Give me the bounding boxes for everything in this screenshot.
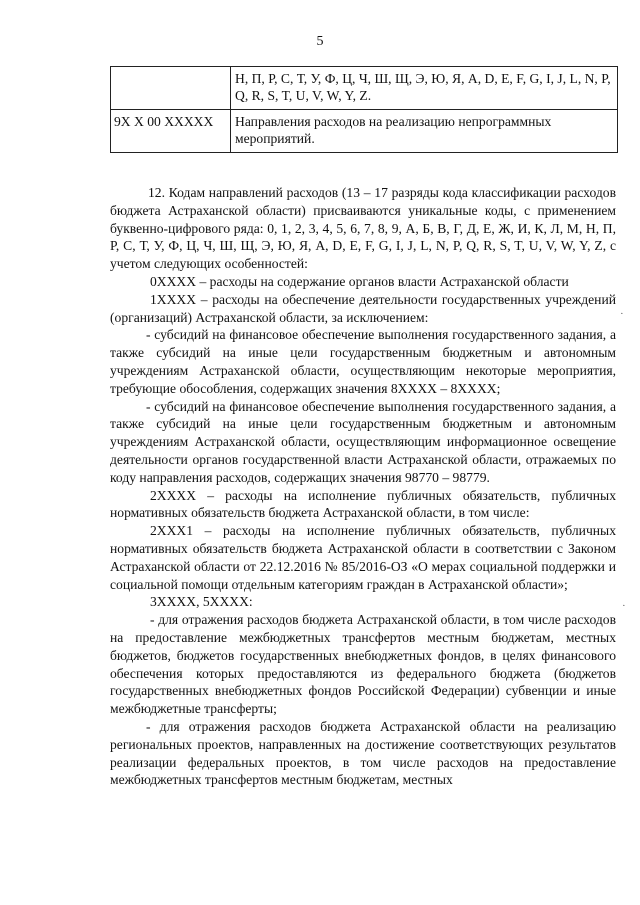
table-row <box>111 110 618 153</box>
paragraph-subitem-2: - для отражения расходов бюджета Астраханской области на реализацию региональных проектов, направленных на достижение соответствующих результатов реализации федеральных проектов, в том числе расходов на предоставление межбюджетных трансфертов местным бюджетам, местных <box>110 718 616 788</box>
table-cell-code: 9Х Х 00 ХХХХХ <box>111 110 231 153</box>
paragraph-exception-1: - субсидий на финансовое обеспечение выполнения государственного задания, а также субсидий на иные цели государственным бюджетным и автономным учреждениям Астраханской области, осуществляющим некоторые мероприятия, требующие обособления, содержащих значения 8ХХХХ – 8ХХХХ; <box>110 327 616 396</box>
code-table <box>110 66 618 153</box>
table-cell-text: Направления расходов на реализацию непрограммных мероприятий. <box>231 110 618 153</box>
paragraph-subitem-1: - для отражения расходов бюджета Астраханской области, в том числе расходов на предоставление межбюджетных трансфертов местным бюджетам, местных бюджетов, бюджетов государственных внебюджетных фондов, в целях финансового обеспечения которых предоставляются из федерального бюджета (бюджетов государственных внебюджетных фондов Российской Федерации) субвенции и иные межбюджетные трансферты; <box>110 612 616 717</box>
paragraph-code-1xxxx: 1ХХХХ – расходы на обеспечение деятельности государственных учреждений (организаций) Астраханской области, за исключением: <box>110 291 616 325</box>
table-cell-text: Н, П, Р, С, Т, У, Ф, Ц, Ч, Ш, Щ, Э, Ю, Я, A, D, E, F, G, I, J, L, N, P, Q, R, S, T, U, V, W, Y, Z. <box>231 67 618 110</box>
paragraph-code-2xxxx: 2ХХХХ – расходы на исполнение публичных обязательств, публичных нормативных обязательств бюджета Астраханской области, в том числе: <box>110 487 616 521</box>
paragraph-code-3xxxx-5xxxx: 3ХХХХ, 5ХХХХ: <box>150 594 253 610</box>
paragraph-item-12: 12. Кодам направлений расходов (13 – 17 разряды кода классификации расходов бюджета Астраханской области) присваиваются уникальные коды, с применением буквенно-цифрового ряда: 0, 1, 2, 3, 4, 5, 6, 7, 8, 9, А, Б, В, Г, Д, Е, Ж, И, К, Л, М, Н, П, Р, С, Т, У, Ф, Ц, Ч, Ш, Щ, Э, Ю, Я, A, D, E, F, G, I, J, L, N, P, Q, R, S, T, U, V, W, Y, Z, с учетом следующих особенностей: <box>110 185 616 272</box>
scan-speck: · <box>620 308 624 320</box>
body-text <box>110 184 616 789</box>
table-row <box>111 67 618 110</box>
paragraph-code-0xxxx: 0ХХХХ – расходы на содержание органов власти Астраханской области <box>150 273 569 289</box>
paragraph-exception-2: - субсидий на финансовое обеспечение выполнения государственного задания, а также субсидий на иные цели государственным бюджетным и автономным учреждениям Астраханской области, осуществляющим информационное освещение деятельности органов государственной власти Астраханской области, отражаемых по коду направления расходов, содержащих значения 98770 – 98779. <box>110 398 616 485</box>
table-cell-code <box>111 67 231 110</box>
paragraph-code-2xxx1: 2ХХХ1 – расходы на исполнение публичных обязательств, публичных нормативных обязательств бюджета Астраханской области в соответствии с Законом Астраханской области от 22.12.2016 № 85/2016-ОЗ «О мерах социальной поддержки и социальной помощи отдельным категориям граждан в Астраханской области»; <box>110 523 616 592</box>
scan-speck: · <box>622 600 626 612</box>
page-number: 5 <box>316 34 324 49</box>
